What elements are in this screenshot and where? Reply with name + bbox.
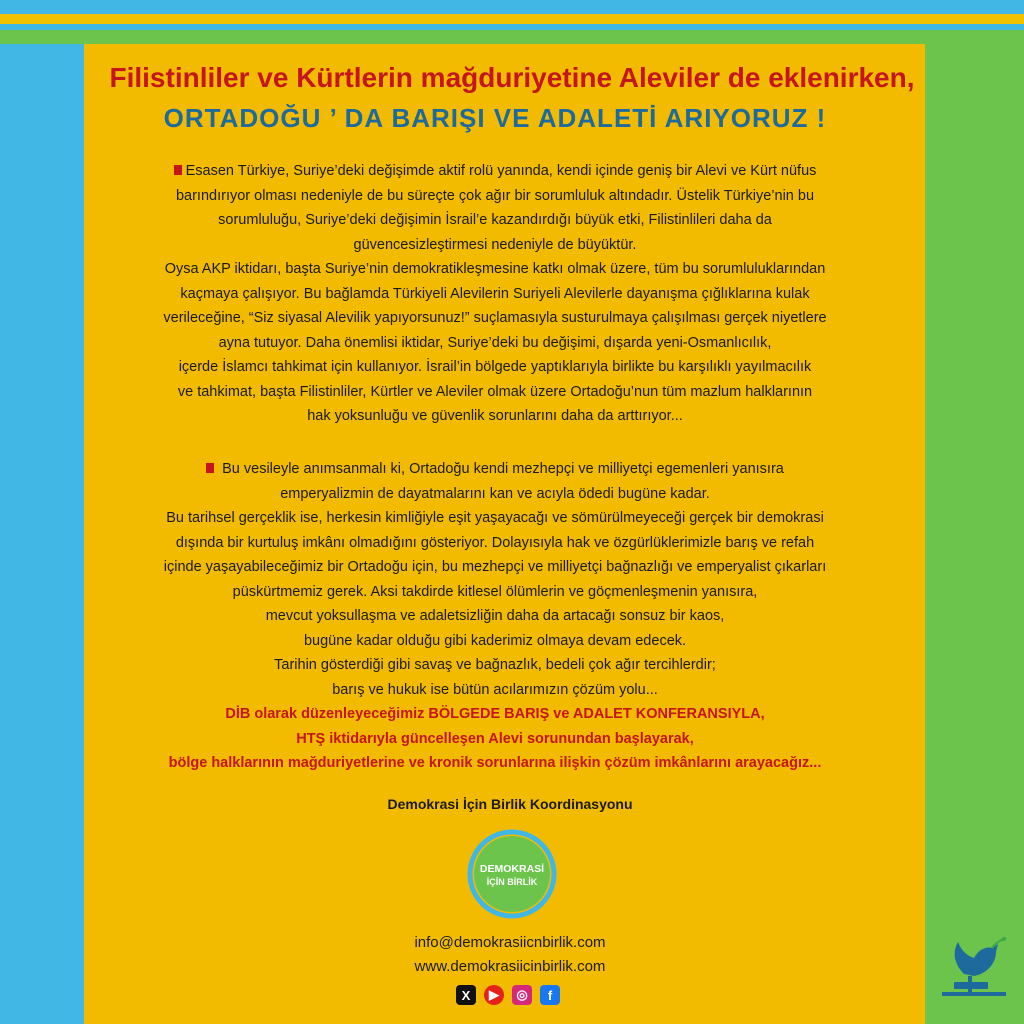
paragraph-2 [0, 457, 990, 776]
paragraph-1-line: ve tahkimat, başta Filistinliler, Kürtler ve Aleviler olmak üzere Ortadoğu’nun tüm mazlum halklarının [177, 383, 813, 400]
signature: Demokrasi İçin Birlik Koordinasyonu [387, 796, 633, 812]
top-yellow-stripe [0, 14, 1024, 24]
paragraph-1-line: güvencesizleştirmesi nedeniyle de büyüktür. [353, 236, 637, 253]
headline-line2: ORTADOĞU ’ DA BARIŞI VE ADALETİ ARIYORUZ ! [163, 103, 827, 133]
bullet-square-icon [206, 463, 214, 473]
paragraph-2-line: Tarihin gösterdiği gibi savaş ve bağnazlık, bedeli çok ağır tercihlerdir; [274, 657, 716, 673]
facebook-icon[interactable]: f [540, 985, 560, 1005]
paragraph-1-line: verileceğine, “Siz siyasal Alevilik yapıyorsunuz!” suçlamasıyla susturulmaya çalışılması gerçek niyetlere [163, 310, 827, 326]
paragraph-1-line: sorumluluğu, Suriye’deki değişimin İsrail’e kazandırdığı büyük etki, Filistinlileri daha da [218, 212, 772, 228]
headline-line1: Filistinliler ve Kürtlerin mağduriyetine Aleviler de eklenirken, [109, 62, 915, 93]
youtube-icon[interactable]: ▶ [484, 985, 504, 1005]
paragraph-2-line: mevcut yoksullaşma ve adaletsizliğin daha da artacağı sonsuz bir kaos, [265, 608, 725, 624]
logo-text-line1: DEMOKRASİ [479, 863, 545, 875]
instagram-icon[interactable]: ◎ [512, 985, 532, 1005]
x-icon[interactable]: X [456, 985, 476, 1005]
paragraph-2-line: barış ve hukuk ise bütün acılarımızın çözüm yolu... [332, 681, 658, 698]
paragraph-1-line: ayna tutuyor. Daha önemlisi iktidar, Suriye’deki bu değişimi, dışarda yeni-Osmanlıcılık, [218, 334, 772, 351]
paragraph-1 [0, 159, 990, 429]
email-link[interactable]: info@demokrasiicnbirlik.com [414, 934, 606, 951]
paragraph-2-line: Bu tarihsel gerçeklik ise, herkesin kimliğiyle eşit yaşayacağı ve sömürülmeyeceği gerçek bir demokrasi [166, 510, 824, 526]
dove-gavel-icon [934, 934, 1014, 1004]
paragraph-2-line: Bu vesileyle anımsanmalı ki, Ortadoğu kendi mezhepçi ve milliyetçi egemenleri yanısıra [0, 457, 990, 482]
paragraph-1-line: barındırıyor olması nedeniyle de bu süreçte çok ağır bir sorumluluk altındadır. Üstelik Türkiye’nin bu [175, 187, 815, 204]
social-icons [456, 985, 560, 1005]
paragraph-2-line: bugüne kadar olduğu gibi kaderimiz olmaya devam edecek. [303, 632, 687, 649]
highlight-line: HTŞ iktidarıyla güncelleşen Alevi sorunundan başlayarak, [296, 730, 694, 747]
organization-logo [466, 826, 558, 922]
bullet-square-icon [174, 165, 182, 175]
paragraph-1-line: Oysa AKP iktidarı, başta Suriye’nin demokratikleşmesine katkı olmak üzere, tüm bu sorumluluklarından [164, 261, 826, 277]
paragraph-2-line: dışında bir kurtuluş imkânı olmadığını gösteriyor. Dolayısıyla hak ve özgürlüklerimizle barış ve refah [175, 534, 815, 551]
paragraph-2-line: emperyalizmin de dayatmalarını kan ve acıyla ödedi bugüne kadar. [280, 485, 710, 502]
logo-text-line2: İÇİN BİRLİK [486, 877, 538, 887]
website-link[interactable]: www.demokrasiicinbirlik.com [414, 958, 606, 975]
paragraph-1-line: içerde İslamcı tahkimat için kullanıyor. İsrail’in bölgede yaptıklarıyla birlikte bu karşılıklı yayılmacılık [178, 359, 812, 375]
paragraph-1-line: hak yoksunluğu ve güvenlik sorunlarını daha da arttırıyor... [307, 408, 683, 424]
top-green-stripe [0, 30, 1024, 44]
paragraph-2-line: püskürtmemiz gerek. Aksi takdirde kitlesel ölümlerin ve göçmenleşmenin yanısıra, [232, 583, 758, 600]
highlight-line: bölge halklarının mağduriyetlerine ve kronik sorunlarına ilişkin çözüm imkânlarını arayacağız... [168, 755, 822, 771]
paragraph-2-line: içinde yaşayabileceğimiz bir Ortadoğu için, bu mezhepçi ve milliyetçi bağnazlığı ve emperyalist çıkarları [163, 559, 827, 575]
top-blue-stripe [0, 0, 1024, 14]
highlight-line: DİB olarak düzenleyeceğimiz BÖLGEDE BARIŞ ve ADALET KONFERANSIYLA, [225, 706, 765, 722]
paragraph-1-line: kaçmaya çalışıyor. Bu bağlamda Türkiyeli Alevilerin Suriyeli Alevilerle dayanışma çığlıklarına kulak [180, 285, 810, 302]
paragraph-1-line: Esasen Türkiye, Suriye’deki değişimde aktif rolü yanında, kendi içinde geniş bir Alevi ve Kürt nüfus [0, 159, 990, 184]
